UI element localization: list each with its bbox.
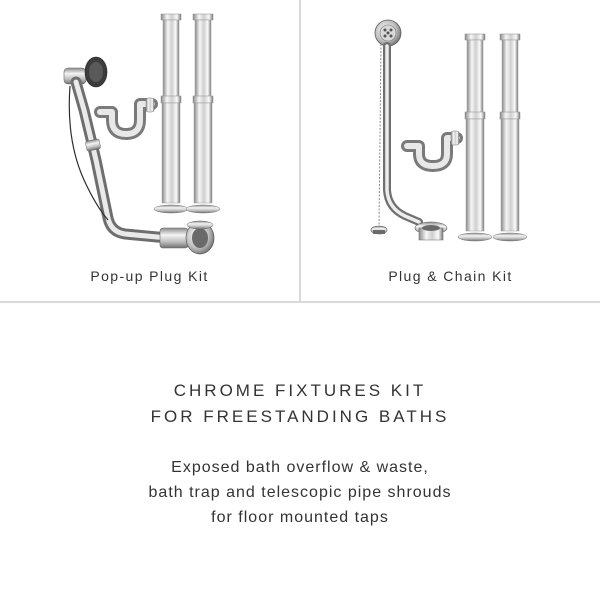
- product-label: Pop-up Plug Kit: [90, 268, 209, 284]
- product-card-plug-and-chain-kit[interactable]: [301, 0, 600, 301]
- pop-up-plug-kit-image: [0, 0, 299, 260]
- overflow-pipe: [387, 46, 419, 222]
- horizontal-divider: [0, 301, 600, 303]
- kit-title: [0, 378, 600, 430]
- bath-trap: [407, 131, 459, 166]
- pipe-shroud-left: [154, 14, 188, 213]
- waste-outlet: [415, 222, 447, 240]
- description-line-3: for floor mounted taps: [211, 509, 389, 526]
- kit-description: [0, 455, 600, 530]
- description-line-2: bath trap and telescopic pipe shrouds: [148, 484, 452, 501]
- plug-and-chain-kit-image: [301, 0, 600, 260]
- bath-trap: [100, 98, 154, 134]
- waste-outlet: [160, 221, 214, 254]
- overflow-grate: [375, 20, 401, 46]
- title-line-2: FOR FREESTANDING BATHS: [150, 407, 450, 426]
- pipe-shroud-right: [186, 14, 220, 213]
- pipe-shroud-left: [458, 34, 492, 241]
- title-line-1: CHROME FIXTURES KIT: [173, 381, 427, 400]
- product-card-popup-plug-kit[interactable]: [0, 0, 299, 301]
- product-label: Plug & Chain Kit: [388, 268, 513, 284]
- pipe-shroud-right: [493, 34, 527, 241]
- description-line-1: Exposed bath overflow & waste,: [171, 459, 429, 476]
- overflow-head: [64, 57, 107, 87]
